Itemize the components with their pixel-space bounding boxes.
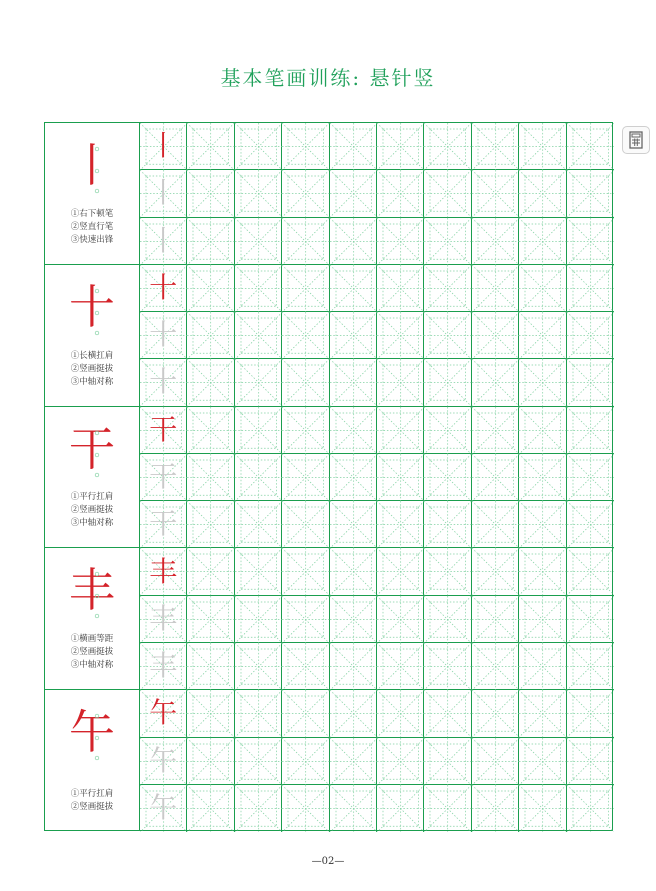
practice-cell[interactable] xyxy=(282,738,329,785)
practice-cell[interactable] xyxy=(140,548,187,595)
practice-cell[interactable] xyxy=(140,265,187,312)
practice-grid xyxy=(140,123,612,830)
practice-cell[interactable] xyxy=(330,170,377,217)
practice-cell[interactable] xyxy=(187,738,234,785)
practice-cell[interactable] xyxy=(330,643,377,690)
practice-cell[interactable] xyxy=(424,548,471,595)
practice-cell[interactable] xyxy=(235,596,282,643)
practice-cell[interactable] xyxy=(140,454,187,501)
practice-cell[interactable] xyxy=(187,123,234,170)
practice-cell[interactable] xyxy=(424,454,471,501)
stroke-note: ①平行扛肩 xyxy=(70,492,114,503)
practice-cell[interactable] xyxy=(519,738,566,785)
practice-cell[interactable] xyxy=(187,548,234,595)
stroke-notes xyxy=(45,208,139,247)
practice-cell[interactable] xyxy=(567,359,614,406)
practice-cell[interactable] xyxy=(472,596,519,643)
practice-cell[interactable] xyxy=(377,170,424,217)
practice-cell[interactable] xyxy=(140,785,187,832)
practice-cell[interactable] xyxy=(424,218,471,265)
practice-cell[interactable] xyxy=(519,596,566,643)
practice-cell[interactable] xyxy=(519,785,566,832)
practice-cell[interactable] xyxy=(187,312,234,359)
stroke-notes xyxy=(45,491,139,530)
practice-cell[interactable] xyxy=(330,454,377,501)
trace-character: 干 xyxy=(149,507,178,541)
practice-cell[interactable] xyxy=(187,643,234,690)
stroke-notes xyxy=(45,633,139,672)
practice-cell[interactable] xyxy=(187,218,234,265)
practice-cell[interactable] xyxy=(424,690,471,737)
example-character: 干 xyxy=(69,421,115,476)
practice-cell[interactable] xyxy=(330,501,377,548)
trace-character: 十 xyxy=(149,318,178,352)
stroke-guide-block xyxy=(45,123,139,265)
practice-cell[interactable] xyxy=(330,312,377,359)
stroke-note: ③中轴对称 xyxy=(70,376,114,387)
practice-cell[interactable] xyxy=(472,359,519,406)
practice-cell[interactable] xyxy=(235,643,282,690)
practice-cell[interactable] xyxy=(330,548,377,595)
practice-cell[interactable] xyxy=(472,643,519,690)
practice-cell[interactable] xyxy=(187,407,234,454)
practice-cell[interactable] xyxy=(235,218,282,265)
practice-cell[interactable] xyxy=(235,123,282,170)
stroke-note: ②竖画挺拔 xyxy=(70,363,114,374)
practice-cell[interactable] xyxy=(330,690,377,737)
practice-cell[interactable] xyxy=(282,454,329,501)
practice-cell[interactable] xyxy=(567,501,614,548)
practice-sheet xyxy=(44,122,613,831)
practice-cell[interactable] xyxy=(377,690,424,737)
stroke-order-markers xyxy=(45,131,139,211)
practice-cell[interactable] xyxy=(472,548,519,595)
example-character: 午 xyxy=(69,705,115,760)
practice-cell[interactable] xyxy=(377,407,424,454)
practice-cell[interactable] xyxy=(472,690,519,737)
practice-cell[interactable] xyxy=(330,785,377,832)
practice-cell[interactable] xyxy=(330,359,377,406)
practice-cell[interactable] xyxy=(282,407,329,454)
stroke-guide-block xyxy=(45,407,139,549)
practice-cell[interactable] xyxy=(282,501,329,548)
practice-cell[interactable] xyxy=(235,312,282,359)
practice-cell[interactable] xyxy=(235,454,282,501)
practice-cell[interactable] xyxy=(472,785,519,832)
practice-cell[interactable] xyxy=(377,596,424,643)
practice-cell[interactable] xyxy=(377,312,424,359)
practice-cell[interactable] xyxy=(567,407,614,454)
practice-cell[interactable] xyxy=(140,596,187,643)
practice-cell[interactable] xyxy=(235,690,282,737)
example-character: 丨 xyxy=(69,138,115,192)
stroke-guide-block xyxy=(45,265,139,407)
stroke-note: ②竖直行笔 xyxy=(70,221,114,232)
trace-character: 丰 xyxy=(149,649,178,683)
example-character: 十 xyxy=(69,279,115,334)
practice-cell[interactable] xyxy=(424,265,471,312)
trace-character: 十 xyxy=(149,365,178,399)
practice-cell[interactable] xyxy=(567,218,614,265)
practice-cell[interactable] xyxy=(282,596,329,643)
practice-cell[interactable] xyxy=(377,454,424,501)
stroke-notes xyxy=(45,788,139,814)
practice-cell[interactable] xyxy=(424,123,471,170)
stroke-order-markers xyxy=(45,273,139,353)
practice-cell[interactable] xyxy=(140,738,187,785)
practice-cell[interactable] xyxy=(377,359,424,406)
practice-cell[interactable] xyxy=(519,359,566,406)
stroke-note: ①横画等距 xyxy=(70,634,114,645)
practice-cell[interactable] xyxy=(282,218,329,265)
trace-character: 丰 xyxy=(149,601,178,635)
practice-cell[interactable] xyxy=(519,170,566,217)
practice-cell[interactable] xyxy=(519,218,566,265)
stroke-note: ②竖画挺拔 xyxy=(70,647,114,658)
practice-cell[interactable] xyxy=(282,123,329,170)
practice-cell[interactable] xyxy=(472,738,519,785)
model-character: 午 xyxy=(149,696,178,730)
practice-cell[interactable] xyxy=(567,454,614,501)
practice-cell[interactable] xyxy=(472,407,519,454)
stroke-order-markers xyxy=(45,698,139,778)
practice-cell[interactable] xyxy=(377,785,424,832)
stroke-note: ③快速出锋 xyxy=(70,234,114,245)
example-character: 丰 xyxy=(69,563,115,618)
practice-cell[interactable] xyxy=(187,501,234,548)
practice-cell[interactable] xyxy=(235,738,282,785)
practice-cell[interactable] xyxy=(472,265,519,312)
practice-cell[interactable] xyxy=(140,312,187,359)
practice-cell[interactable] xyxy=(282,170,329,217)
practice-cell[interactable] xyxy=(472,218,519,265)
practice-cell[interactable] xyxy=(567,690,614,737)
practice-cell[interactable] xyxy=(140,123,187,170)
practice-cell[interactable] xyxy=(140,218,187,265)
stroke-guide-block xyxy=(45,690,139,832)
practice-cell[interactable] xyxy=(235,785,282,832)
practice-cell[interactable] xyxy=(519,265,566,312)
practice-cell[interactable] xyxy=(567,548,614,595)
practice-cell[interactable] xyxy=(330,123,377,170)
practice-cell[interactable] xyxy=(235,548,282,595)
practice-cell[interactable] xyxy=(377,123,424,170)
practice-cell[interactable] xyxy=(567,265,614,312)
practice-cell[interactable] xyxy=(424,170,471,217)
model-character: 干 xyxy=(149,412,178,446)
practice-cell[interactable] xyxy=(424,501,471,548)
stroke-guide-column xyxy=(45,123,140,830)
stroke-note: ②竖画挺拔 xyxy=(70,802,114,813)
stroke-order-markers xyxy=(45,556,139,636)
practice-cell[interactable] xyxy=(330,407,377,454)
practice-cell[interactable] xyxy=(519,123,566,170)
practice-cell[interactable] xyxy=(235,501,282,548)
practice-cell[interactable] xyxy=(330,218,377,265)
stroke-notes xyxy=(45,350,139,389)
stroke-note: ③中轴对称 xyxy=(70,660,114,671)
practice-cell[interactable] xyxy=(187,170,234,217)
practice-cell[interactable] xyxy=(424,643,471,690)
stroke-note: ③中轴对称 xyxy=(70,518,114,529)
practice-cell[interactable] xyxy=(140,407,187,454)
practice-cell[interactable] xyxy=(519,312,566,359)
practice-cell[interactable] xyxy=(377,738,424,785)
page-number: —02— xyxy=(311,856,345,867)
trace-character: 丨 xyxy=(149,223,178,257)
practice-cell[interactable] xyxy=(567,643,614,690)
practice-cell[interactable] xyxy=(140,359,187,406)
practice-cell[interactable] xyxy=(472,170,519,217)
practice-cell[interactable] xyxy=(235,359,282,406)
practice-cell[interactable] xyxy=(282,359,329,406)
practice-cell[interactable] xyxy=(140,643,187,690)
practice-cell[interactable] xyxy=(187,785,234,832)
practice-cell[interactable] xyxy=(187,265,234,312)
practice-cell[interactable] xyxy=(140,170,187,217)
practice-cell[interactable] xyxy=(472,454,519,501)
practice-cell[interactable] xyxy=(187,690,234,737)
practice-cell[interactable] xyxy=(377,548,424,595)
practice-cell[interactable] xyxy=(519,501,566,548)
practice-cell[interactable] xyxy=(282,548,329,595)
practice-cell[interactable] xyxy=(567,123,614,170)
stroke-guide-block xyxy=(45,548,139,690)
practice-cell[interactable] xyxy=(472,501,519,548)
practice-cell[interactable] xyxy=(282,643,329,690)
practice-cell[interactable] xyxy=(567,170,614,217)
practice-cell[interactable] xyxy=(140,690,187,737)
practice-cell[interactable] xyxy=(567,785,614,832)
practice-cell[interactable] xyxy=(567,596,614,643)
model-character: 十 xyxy=(149,270,178,304)
stroke-note: ①平行扛肩 xyxy=(70,789,114,800)
stroke-note: ②竖画挺拔 xyxy=(70,505,114,516)
model-character: 丰 xyxy=(149,554,178,588)
trace-character: 丨 xyxy=(149,176,178,210)
practice-cell[interactable] xyxy=(235,407,282,454)
stroke-note: ①长横扛肩 xyxy=(70,350,114,361)
practice-cell[interactable] xyxy=(282,785,329,832)
practice-cell[interactable] xyxy=(235,265,282,312)
practice-cell[interactable] xyxy=(567,312,614,359)
practice-cell[interactable] xyxy=(140,501,187,548)
practice-cell[interactable] xyxy=(377,265,424,312)
stroke-order-markers xyxy=(45,415,139,495)
trace-character: 午 xyxy=(149,791,178,825)
practice-cell[interactable] xyxy=(519,690,566,737)
practice-cell[interactable] xyxy=(472,312,519,359)
model-character: 丨 xyxy=(149,129,178,163)
practice-cell[interactable] xyxy=(187,454,234,501)
practice-cell[interactable] xyxy=(377,501,424,548)
practice-cell[interactable] xyxy=(424,312,471,359)
practice-cell[interactable] xyxy=(235,170,282,217)
practice-cell[interactable] xyxy=(519,407,566,454)
calculator-icon[interactable] xyxy=(622,126,650,154)
practice-cell[interactable] xyxy=(424,738,471,785)
practice-cell[interactable] xyxy=(519,454,566,501)
practice-cell[interactable] xyxy=(330,738,377,785)
practice-cell[interactable] xyxy=(330,596,377,643)
stroke-note: ①右下顿笔 xyxy=(70,208,114,219)
practice-cell[interactable] xyxy=(377,643,424,690)
trace-character: 午 xyxy=(149,743,178,777)
practice-cell[interactable] xyxy=(424,785,471,832)
practice-cell[interactable] xyxy=(472,123,519,170)
practice-cell[interactable] xyxy=(377,218,424,265)
practice-cell[interactable] xyxy=(519,548,566,595)
practice-cell[interactable] xyxy=(187,359,234,406)
practice-cell[interactable] xyxy=(282,265,329,312)
trace-character: 干 xyxy=(149,460,178,493)
practice-cell[interactable] xyxy=(424,596,471,643)
practice-cell[interactable] xyxy=(282,690,329,737)
practice-cell[interactable] xyxy=(567,738,614,785)
page-title: 基本笔画训练: 悬针竖 xyxy=(220,66,436,90)
practice-cell[interactable] xyxy=(519,643,566,690)
practice-cell[interactable] xyxy=(424,407,471,454)
practice-cell[interactable] xyxy=(424,359,471,406)
practice-cell[interactable] xyxy=(282,312,329,359)
practice-cell[interactable] xyxy=(187,596,234,643)
practice-cell[interactable] xyxy=(330,265,377,312)
